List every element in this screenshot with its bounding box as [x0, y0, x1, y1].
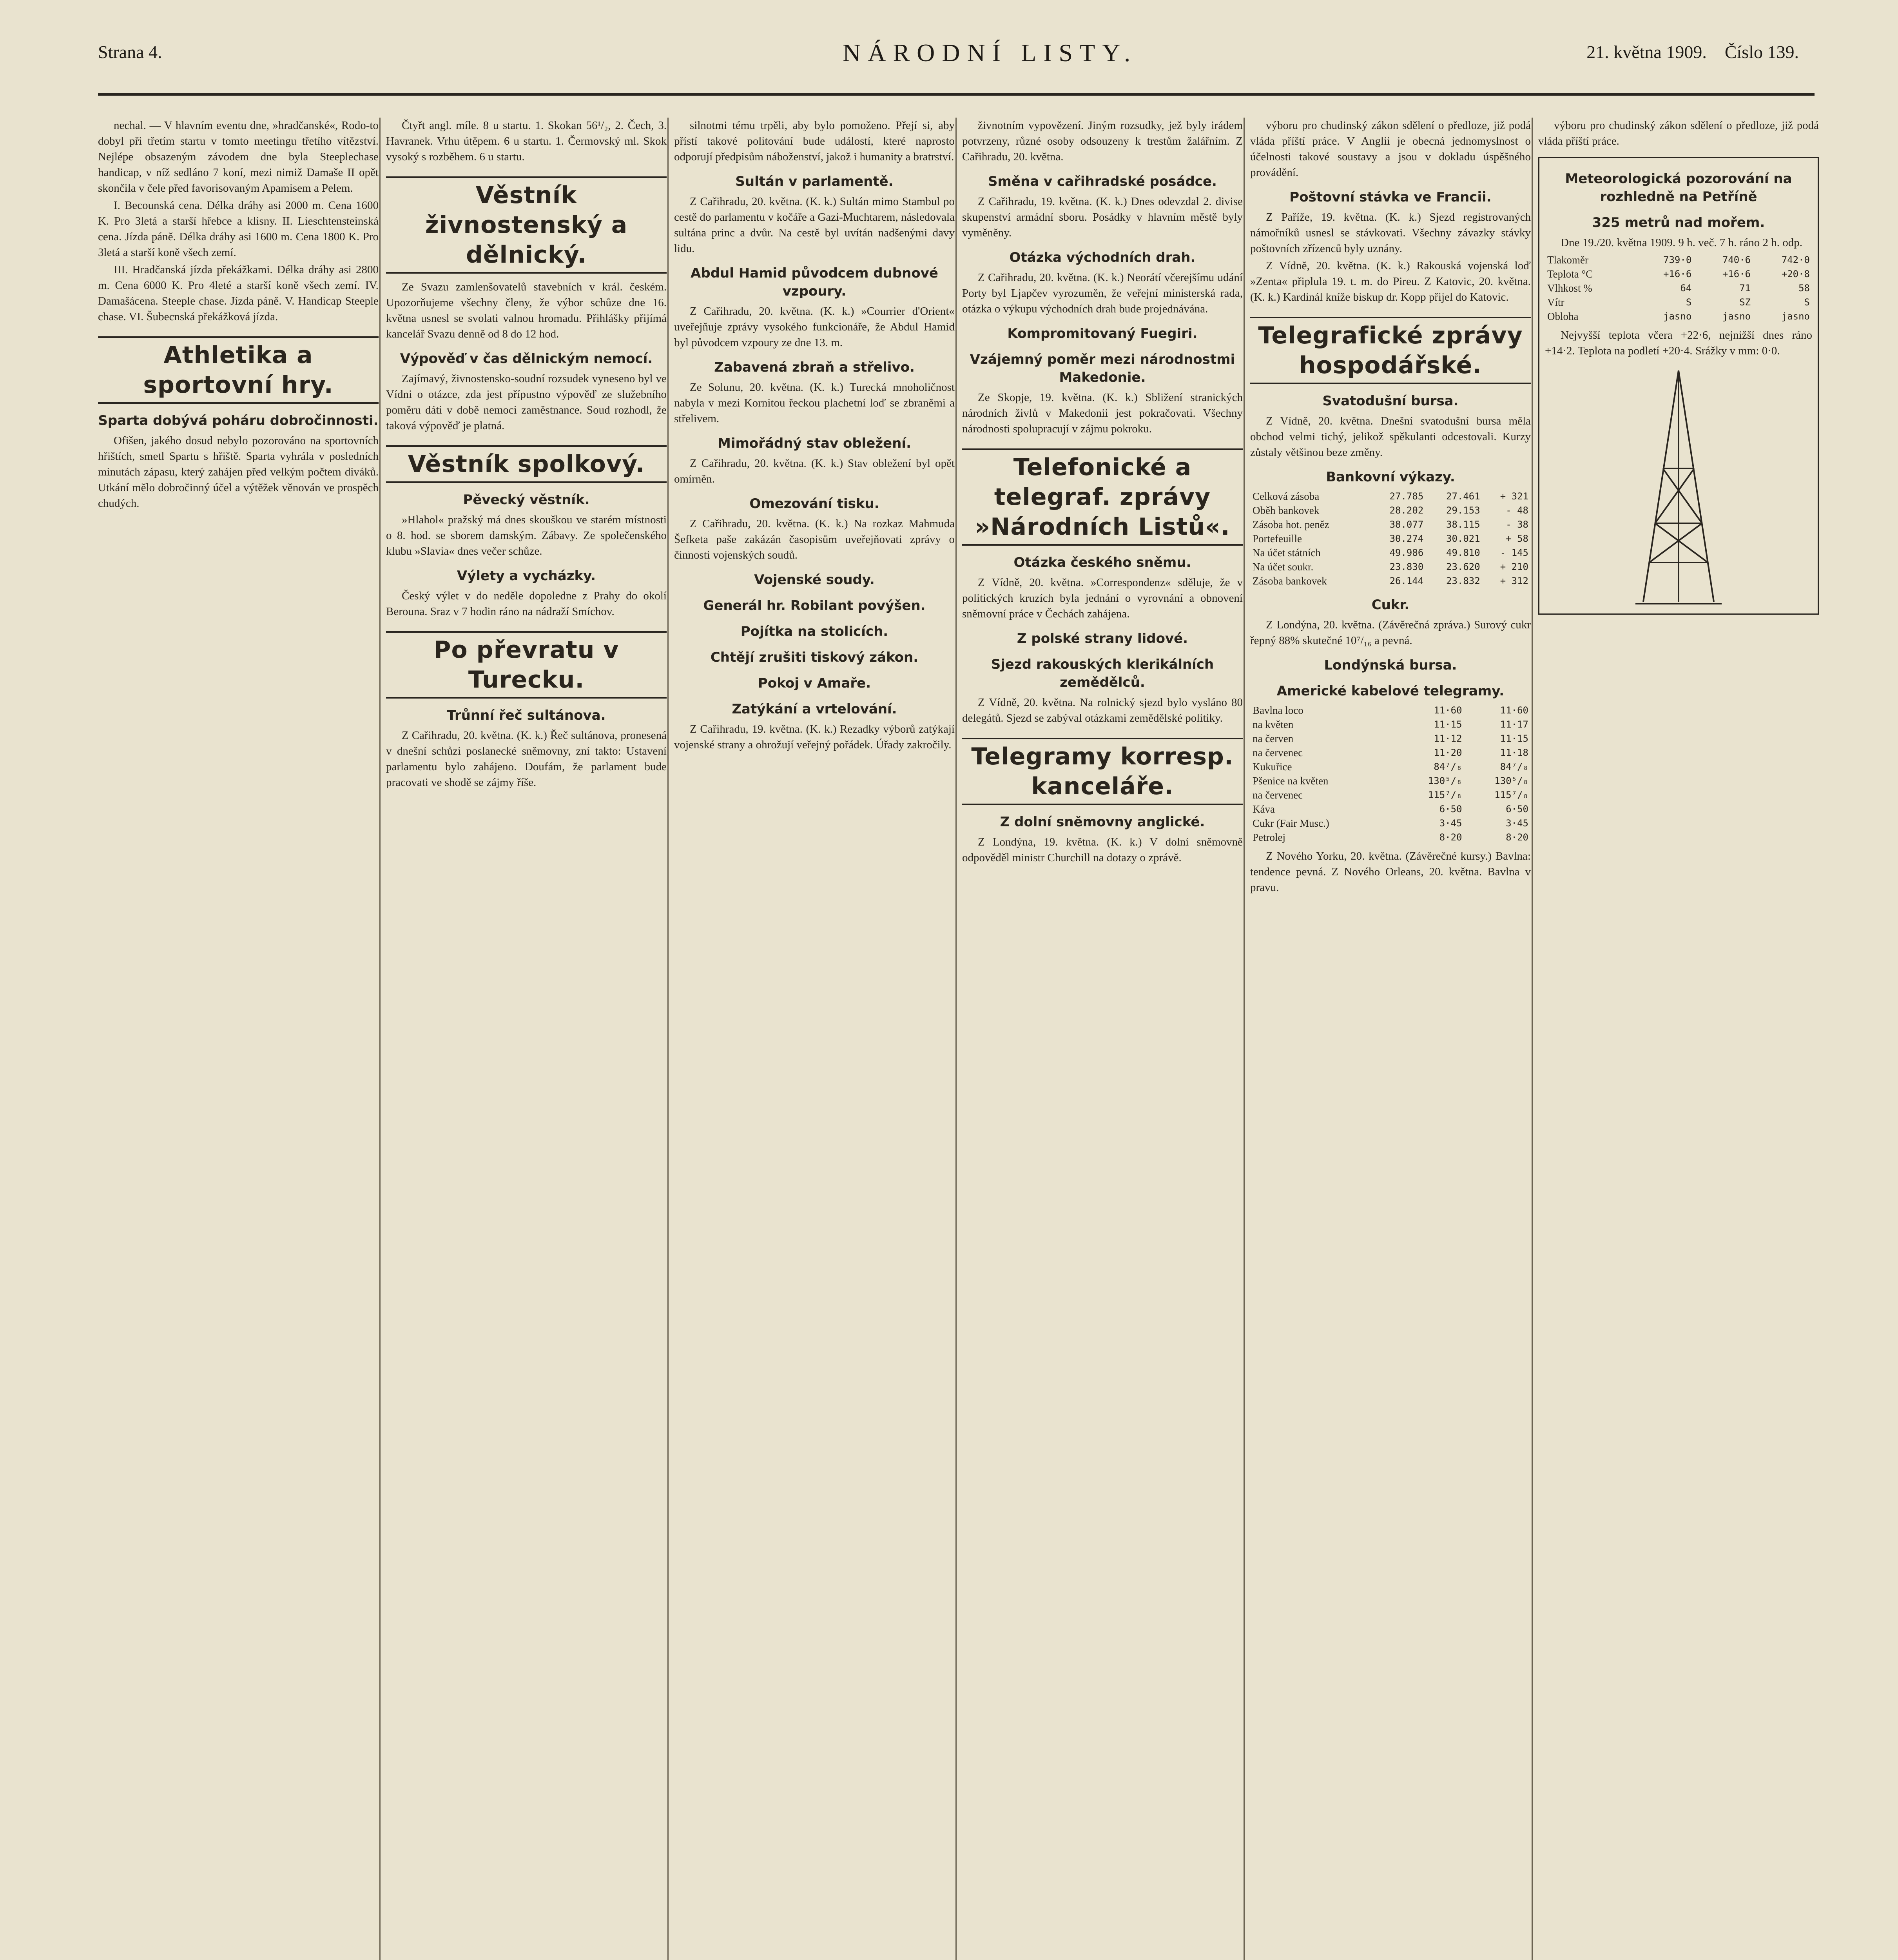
- row-value: 8·20: [1506, 832, 1528, 843]
- row-value: 6·50: [1439, 804, 1462, 815]
- row-value: 26.144: [1389, 575, 1424, 586]
- article-heading: Sjezd rakouských klerikálních zemědělců.: [991, 657, 1214, 690]
- row-value: 64: [1680, 283, 1692, 294]
- row-value: 742·0: [1781, 254, 1810, 265]
- row-value: 11·17: [1500, 719, 1528, 730]
- weather-notes: Nejvyšší teplota včera +22·6, nejnižší dnes ráno +14·2. Teplota na podletí +20·4. Srážky v mm: 0·0.: [1545, 329, 1812, 357]
- row-value: 3·45: [1439, 818, 1462, 829]
- article-text: Český výlet v do neděle dopoledne z Prahy do okolí Berouna. Sraz v 7 hodin ráno na nádraží Smíchov.: [386, 590, 667, 618]
- row-value: 130⁵/₈: [1428, 775, 1462, 786]
- article-text: Z Cařihradu, 20. května. (K. k.) Na rozkaz Mahmuda Šefketa paše zakázán časopisům uveřejňovati zprávy o činnosti vojenských soudů.: [674, 517, 955, 561]
- row-value: [1390, 802, 1398, 816]
- row-value: S: [1686, 297, 1692, 308]
- row-value: 23.620: [1446, 561, 1480, 572]
- column-2: [386, 118, 667, 1960]
- article-text: Z Nového Yorku, 20. května. (Závěrečné kursy.) Bavlna: tendence pevná. Z Nového Orleans, 20. května. Bavlna v pravu.: [1250, 850, 1531, 894]
- row-value: - 48: [1506, 505, 1528, 516]
- row-value: jasno: [1722, 311, 1751, 322]
- column-rule: [379, 118, 381, 1960]
- article-text: silnotmi tému trpěli, aby bylo pomoženo. Přejí si, aby přístí takové politování bude událostí, které naprosto odporují předpisům náboženství, jakož i humanity a bratrství.: [674, 119, 955, 163]
- row-value: 30.274: [1389, 533, 1424, 544]
- row-value: 71: [1739, 283, 1751, 294]
- row-value: S: [1804, 297, 1810, 308]
- row-value: 58: [1798, 283, 1810, 294]
- article-heading: Poštovní stávka ve Francii.: [1289, 189, 1492, 205]
- row-label: Petrolej: [1253, 831, 1285, 843]
- petrin-tower-icon: [1620, 367, 1737, 610]
- article-heading: Londýnská bursa.: [1324, 657, 1457, 673]
- row-value: 115⁷/₈: [1428, 789, 1462, 800]
- section-heading: Po převratu v Turecku.: [386, 631, 667, 699]
- weather-subtitle: 325 metrů nad mořem.: [1592, 215, 1765, 230]
- row-label: Kukuřice: [1253, 761, 1292, 773]
- article-text: nechal. — V hlavním eventu dne, »hradčanské«, Rodo-to dobyl při třetím startu v tomto meetingu třetího vítězství. Nejlépe obsazeným závodem dne byla Steeplechase handicap, v níž sedláno 7 koní, mezi nimiž Damaše II opět skončila v čele před favorisovaným Apamisem a Pelem.: [98, 119, 379, 194]
- column-1: [98, 118, 379, 1960]
- article-text: »Hlahol« pražský má dnes skouškou ve starém místnosti o 8. hod. se sborem damským. Zábavy. Ze společenského klubu »Slavia« dnes večer schůze.: [386, 514, 667, 557]
- article-text: Ofišen, jakého dosud nebylo pozorováno na sportovních hřištích, smetl Spartu s hřiště. Sparta vyhrála v posledních minutách zápasu, který zahájen před velkým počtem diváků. Utkání mělo dobročinný účel a výtěžek věnován ve prospěch chudých.: [98, 434, 379, 510]
- row-label: Zásoba bankovek: [1253, 575, 1327, 587]
- article-heading: Generál hr. Robilant povýšen.: [703, 598, 926, 613]
- table-row: [1250, 703, 1531, 717]
- row-value: 23.832: [1446, 575, 1480, 586]
- weather-date: Dne 19./20. května 1909. 9 h. več. 7 h. ráno 2 h. odp.: [1561, 236, 1802, 249]
- article-text: výboru pro chudinský zákon sdělení o předloze, již podá vláda příští práce.: [1538, 119, 1819, 147]
- article-text: Z Vídně, 20. května. »Correspondenz« sděluje, že v politických kruzích byla jednání o vyrovnání a obnovení sněmovní práce v Čechách zahájena.: [962, 576, 1243, 620]
- page-header: [98, 34, 1815, 96]
- article-text: Z Londýna, 19. května. (K. k.) V dolní sněmovně odpověděl ministr Churchill na dotazy o zprávě.: [962, 836, 1243, 864]
- row-value: + 321: [1500, 491, 1528, 502]
- table-row: [1250, 546, 1531, 560]
- table-row: [1250, 503, 1531, 517]
- issue-info: [1586, 42, 1799, 62]
- table-row: [1250, 788, 1531, 802]
- row-value: [1390, 774, 1398, 788]
- article-heading: Trůnní řeč sultánova.: [447, 708, 606, 723]
- article-heading: Sparta dobývá poháru dobročinnosti.: [98, 413, 379, 428]
- table-row: [1250, 760, 1531, 774]
- article-heading: Výlety a vycházky.: [457, 568, 596, 584]
- article-text: živnotním vypovězení. Jiným rozsudky, jež byly irádem potvrzeny, různé osoby odsouzeny k trestům žalářním. Z Cařihradu, 20. května.: [962, 119, 1243, 163]
- row-value: 8·20: [1439, 832, 1462, 843]
- row-value: 11·18: [1500, 747, 1528, 758]
- row-label: Na účet státních: [1253, 547, 1321, 559]
- row-label: Celková zásoba: [1253, 490, 1320, 502]
- row-label: na květen: [1253, 719, 1294, 730]
- row-value: [1390, 816, 1398, 830]
- row-label: na červenec: [1253, 789, 1303, 801]
- row-value: - 145: [1500, 547, 1528, 558]
- section-heading: Telefonické a telegraf. zprávy »Národních Listů«.: [962, 448, 1243, 546]
- article-heading: Otázka českého sněmu.: [1013, 555, 1191, 570]
- table-row: [1250, 746, 1531, 760]
- article-heading: Výpověď v čas dělnickým nemocí.: [400, 351, 653, 367]
- row-label: Káva: [1253, 803, 1275, 815]
- row-label: Portefeuille: [1253, 533, 1302, 544]
- table-row: [1250, 731, 1531, 746]
- row-value: 6·50: [1506, 804, 1528, 815]
- row-value: + 58: [1506, 533, 1528, 544]
- table-row: [1250, 517, 1531, 532]
- column-5: [1250, 118, 1531, 1960]
- article-heading: Bankovní výkazy.: [1326, 469, 1455, 485]
- row-value: 23.830: [1389, 561, 1424, 572]
- table-row: [1250, 560, 1531, 574]
- article-text: Z Paříže, 19. května. (K. k.) Sjezd registrovaných námořníků usnesl se stávkovati. Všechny závazky stávky poštovních zřízenců byly uznány.: [1250, 211, 1531, 255]
- article-text: Z Cařihradu, 20. května. (K. k.) Stav obležení byl opět omírněn.: [674, 457, 955, 485]
- row-value: [1390, 717, 1398, 731]
- row-value: 115⁷/₈: [1494, 789, 1528, 800]
- article-text: Čtyřt angl. míle. 8 u startu. 1. Skokan 56¹/₂, 2. Čech, 3. Havranek. Vrhu útěpem. 6 u startu. 1. Čermovský ml. Skok vysoký s rozběhem. 6 u startu.: [386, 119, 667, 163]
- article-text: Ze Svazu zamlenšovatelů stavebních v král. českém. Upozorňujeme všechny členy, že výbor schůze dne 16. května usnesl se svolati valnou hromadu. Přihlášky přijímá kancelář Svazu denně od 8 do 12 hod.: [386, 281, 667, 340]
- row-value: 29.153: [1446, 505, 1480, 516]
- row-label: Teplota °C: [1547, 268, 1593, 280]
- article-heading: Chtějí zrušiti tiskový zákon.: [710, 650, 919, 665]
- article-text: Z Cařihradu, 20. května. (K. k.) Neorátí včerejšímu udání Porty byl Ljapčev vyrozuměn, že veřejní ministerská rada, otázka o výkupu východních drah bude projednávána.: [962, 271, 1243, 315]
- row-value: [1390, 830, 1398, 844]
- row-value: 11·20: [1434, 747, 1462, 758]
- table-row: [1250, 489, 1531, 503]
- commodity-prices-table: [1250, 703, 1531, 844]
- table-row: [1250, 802, 1531, 816]
- article-text: Z Cařihradu, 19. května. (K. k.) Rezadky výborů zatýkají vojenské strany a ohrožují veřejný pořádek. Úřady zakročily.: [674, 723, 955, 751]
- row-label: Vlhkost %: [1547, 282, 1592, 294]
- weather-table: [1545, 253, 1812, 323]
- row-value: + 312: [1500, 575, 1528, 586]
- issue-number: Číslo 139.: [1724, 42, 1799, 62]
- row-value: 84⁷/₈: [1434, 761, 1462, 772]
- row-value: [1390, 703, 1398, 717]
- section-heading: Athletika a sportovní hry.: [98, 336, 379, 404]
- weather-box: [1538, 157, 1819, 615]
- row-value: 38.077: [1389, 519, 1424, 530]
- table-row: [1545, 281, 1812, 295]
- table-row: [1250, 574, 1531, 588]
- row-value: 3·45: [1506, 818, 1528, 829]
- row-value: 27.461: [1446, 491, 1480, 502]
- article-text: Z Vídně, 20. května. Dnešní svatodušní bursa měla obchod velmi tichý, jelikož spěkulanti odcestovali. Kurzy zůstaly většinou beze změny.: [1250, 415, 1531, 459]
- row-label: Oběh bankovek: [1253, 505, 1320, 516]
- article-text: Z Cařihradu, 20. května. (K. k.) Řeč sultánova, pronesená v dnešní schůzi poslanecké sněmovny, zní takto: Ustavení parlamentu bylo zahájeno. Doufám, že parlament bude pracovati ve shodě se zájmy říše.: [386, 729, 667, 789]
- row-value: 11·15: [1434, 719, 1462, 730]
- article-text: Z Cařihradu, 20. května. (K. k.) Sultán mimo Stambul po cestě do parlamentu v kočáře a Gazi-Muchtarem, následovala sultána princ a dvůr. Na cestě byl uvítán nadšenými davy lidu.: [674, 195, 955, 255]
- row-value: +16·6: [1663, 269, 1692, 279]
- article-heading: Z dolní sněmovny anglické.: [1000, 814, 1205, 830]
- row-value: 49.810: [1446, 547, 1480, 558]
- column-rule: [955, 118, 957, 1960]
- article-heading: Kompromitovaný Fuegiri.: [1007, 326, 1198, 341]
- masthead-title: NÁRODNÍ LISTY.: [843, 39, 1138, 67]
- table-row: [1545, 267, 1812, 281]
- article-heading: Z polské strany lidové.: [1017, 631, 1188, 646]
- article-heading: Vojenské soudy.: [754, 572, 875, 588]
- page-number: Strana 4.: [98, 42, 162, 62]
- row-label: Tlakoměr: [1547, 254, 1588, 266]
- weather-heading: Meteorologická pozorování na rozhledně na Petříně: [1565, 171, 1792, 205]
- row-value: [1390, 788, 1398, 802]
- row-value: 38.115: [1446, 519, 1480, 530]
- article-heading: Pojítka na stolicích.: [740, 624, 888, 639]
- row-value: 27.785: [1389, 491, 1424, 502]
- row-value: - 38: [1506, 519, 1528, 530]
- row-value: SZ: [1739, 297, 1751, 308]
- column-rule: [1244, 118, 1245, 1960]
- row-label: na červenec: [1253, 747, 1303, 759]
- article-heading: Mimořádný stav obležení.: [718, 436, 911, 451]
- article-heading: Cukr.: [1371, 597, 1410, 613]
- row-value: [1390, 760, 1398, 774]
- table-row: [1545, 295, 1812, 309]
- section-heading: Telegrafické zprávy hospodářské.: [1250, 317, 1531, 384]
- table-row: [1250, 717, 1531, 731]
- article-text: Z Vídně, 20. května. Na rolnický sjezd bylo vysláno 80 delegátů. Sjezd se zabýval otázkami zemědělské politiky.: [962, 696, 1243, 724]
- row-value: 11·15: [1500, 733, 1528, 744]
- article-heading: Americké kabelové telegramy.: [1276, 683, 1505, 699]
- row-label: Vítr: [1547, 296, 1564, 308]
- article-heading: Zabavená zbraň a střelivo.: [714, 359, 915, 375]
- row-value: + 210: [1500, 561, 1528, 572]
- article-heading: Abdul Hamid původcem dubnové vzpoury.: [691, 265, 938, 299]
- row-label: Pšenice na květen: [1253, 775, 1329, 787]
- article-heading: Pěvecký věstník.: [463, 492, 590, 508]
- issue-date: 21. května 1909.: [1586, 42, 1707, 62]
- article-heading: Omezování tisku.: [749, 496, 879, 512]
- article-heading: Směna v cařihradské posádce.: [988, 174, 1217, 189]
- row-label: Bavlna loco: [1253, 704, 1303, 716]
- row-label: Na účet soukr.: [1253, 561, 1314, 573]
- article-heading: Pokoj v Amaře.: [758, 675, 871, 691]
- row-value: +16·6: [1722, 269, 1751, 279]
- row-value: 11·60: [1500, 705, 1528, 716]
- row-value: jasno: [1781, 311, 1810, 322]
- table-row: [1545, 253, 1812, 267]
- article-heading: Sultán v parlamentě.: [735, 174, 894, 189]
- column-6: [1538, 118, 1819, 1960]
- article-heading: Zatýkání a vrtelování.: [732, 701, 897, 717]
- table-row: [1250, 816, 1531, 830]
- row-value: 739·0: [1663, 254, 1692, 265]
- row-value: 28.202: [1389, 505, 1424, 516]
- article-text: Zajímavý, živnostensko-soudní rozsudek vyneseno byl ve Vídni o otázce, zda jest přípustno výpověď ze služebního poměru dáti v době nemoci zaměstnance. Soud rozhodl, že taková výpověď je platná.: [386, 372, 667, 432]
- article-text: Z Londýna, 20. května. (Závěrečná zpráva.) Surový cukr řepný 88% skutečné 10⁷/₁₆ a pevná.: [1250, 619, 1531, 647]
- row-value: +20·8: [1781, 269, 1810, 279]
- table-row: [1250, 774, 1531, 788]
- section-heading: Telegramy korresp. kanceláře.: [962, 738, 1243, 805]
- row-value: 130⁵/₈: [1494, 775, 1528, 786]
- article-heading: Vzájemný poměr mezi národnostmi Makedonie.: [970, 352, 1235, 385]
- row-value: 84⁷/₈: [1500, 761, 1528, 772]
- article-text: III. Hradčanská jízda překážkami. Délka dráhy asi 2800 m. Cena 6000 K. Pro 4leté a starší koně všech zemí. IV. Damašácena. Steeple chase. Jízda páně. V. Handicap Steeple chase. VI. Šubecnská překážková jízda.: [98, 263, 379, 323]
- table-row: [1545, 309, 1812, 323]
- article-heading: Svatodušní bursa.: [1322, 393, 1459, 409]
- column-rule: [667, 118, 669, 1960]
- row-label: Zásoba hot. peněz: [1253, 519, 1329, 530]
- article-text: Z Cařihradu, 19. května. (K. k.) Dnes odevzdal 2. divise skupenství armádní sboru. Posádky v hlavním městě byly vyměněny.: [962, 195, 1243, 239]
- section-heading: Věstník živnostenský a dělnický.: [386, 176, 667, 274]
- row-value: 740·6: [1722, 254, 1751, 265]
- column-4: [962, 118, 1243, 1960]
- section-heading: Věstník spolkový.: [386, 445, 667, 483]
- row-value: [1390, 731, 1398, 746]
- row-value: 30.021: [1446, 533, 1480, 544]
- row-value: [1390, 746, 1398, 760]
- article-text: Z Cařihradu, 20. května. (K. k.) »Courrier d'Orient« uveřejňuje zprávy vysokého funkcionáře, že Abdul Hamid byl původcem vzpoury ze dne 13. m.: [674, 305, 955, 349]
- column-3: [674, 118, 955, 1960]
- row-label: Cukr (Fair Musc.): [1253, 817, 1329, 829]
- table-row: [1250, 532, 1531, 546]
- table-row: [1250, 830, 1531, 844]
- article-text: Ze Skopje, 19. května. (K. k.) Sbližení stranických národních živlů v Makedonii jest pokračovati. Všechny národnosti spolupracují v zájmu pokroku.: [962, 391, 1243, 435]
- column-rule: [1532, 118, 1533, 1960]
- row-label: Obloha: [1547, 310, 1579, 322]
- row-value: 11·12: [1434, 733, 1462, 744]
- bank-statement-table: [1250, 489, 1531, 588]
- row-value: 11·60: [1434, 705, 1462, 716]
- article-text: Ze Solunu, 20. května. (K. k.) Turecká mnoholičnost nabyla v mezi Kornitou řeckou plachetní loď se zbraněmi a střelivem.: [674, 381, 955, 425]
- article-text: I. Becounská cena. Délka dráhy asi 2000 m. Cena 1600 K. Pro 3letá a starší hřebce a klisny. II. Lieschtensteinská cena. Jízda páně. Délka dráhy asi 1600 m. Cena 1800 K. Pro 3letá a starší koně všech zemí.: [98, 199, 379, 259]
- row-value: jasno: [1663, 311, 1692, 322]
- row-label: na červen: [1253, 733, 1294, 744]
- article-text: výboru pro chudinský zákon sdělení o předloze, již podá vláda příští práce. V Anglii je obecná jednomyslnost o účelnosti takové soustavy a jsou v dokladu úspěšného provádění.: [1250, 119, 1531, 179]
- row-value: 49.986: [1389, 547, 1424, 558]
- article-heading: Otázka východních drah.: [1009, 250, 1196, 265]
- article-text: Z Vídně, 20. května. (K. k.) Rakouská vojenská loď »Zenta« připlula 19. t. m. do Pireu. Z Katovic, 20. května. (K. k.) Kardinál kníže biskup dr. Kopp přijel do Katovic.: [1250, 260, 1531, 303]
